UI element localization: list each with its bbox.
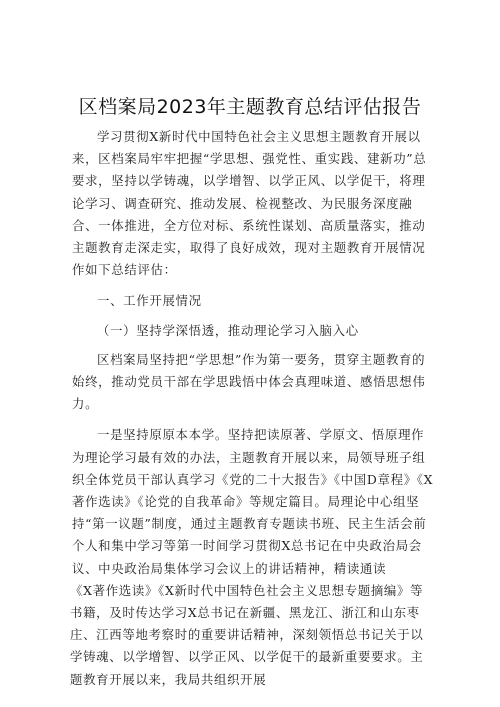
document-body <box>72 126 436 691</box>
body-paragraph: 区档案局坚持把“学思想”作为第一要务，贯穿主题教育的始终，推动党员干部在学思践悟中体会真理味道、感悟思想伟力。 <box>72 351 426 412</box>
subsection-heading: （一）坚持学深悟透，推动理论学习入脑入心 <box>97 322 359 338</box>
body-paragraph: 一是坚持原原本本学。坚持把读原著、学原文、悟原理作为理论学习最有效的办法，主题教育开展以来，局领导班子组织全体党员干部认真学习《党的二十大报告》《中国D章程》《X著作选读》《论党的自我革命》等规定篇目。局理论中心组坚持“第一议题”制度，通过主题教育专题读书班、民主生活会前个人和集中学习等第一时间学习贯彻X总书记在中央政治局会议、中央政治局集体学习会议上的讲话精神，精读通读 <box>72 427 434 576</box>
intro-paragraph: 学习贯彻X新时代中国特色社会主义思想主题教育开展以来，区档案局牢牢把握“学思想、强党性、重实践、建新功”总要求，坚持以学铸魂，以学增智、以学正风、以学促干，将理论学习、调查研究、推动发展、检视整改、为民服务深度融合、一体推进，全方位对标、系统性谋划、高质量落实，推动主题教育走深走实，取得了良好成效，现对主题教育开展情况作如下总结评估： <box>72 129 427 278</box>
body-paragraph-continued: 《X著作选读》《X新时代中国特色社会主义思想专题摘编》等书籍，及时传达学习X总书记在新疆、黑龙江、浙江和山东枣庄、江西等地考察时的重要讲话精神，深刻领悟总书记关于以学铸魂、以学增智、以学正风、以学促干的最新重要要求。主题教育开展以来，我局共组织开展 <box>70 582 424 687</box>
document-title: 区档案局2023年主题教育总结评估报告 <box>78 96 422 118</box>
section-heading: 一、工作开展情况 <box>97 293 202 309</box>
